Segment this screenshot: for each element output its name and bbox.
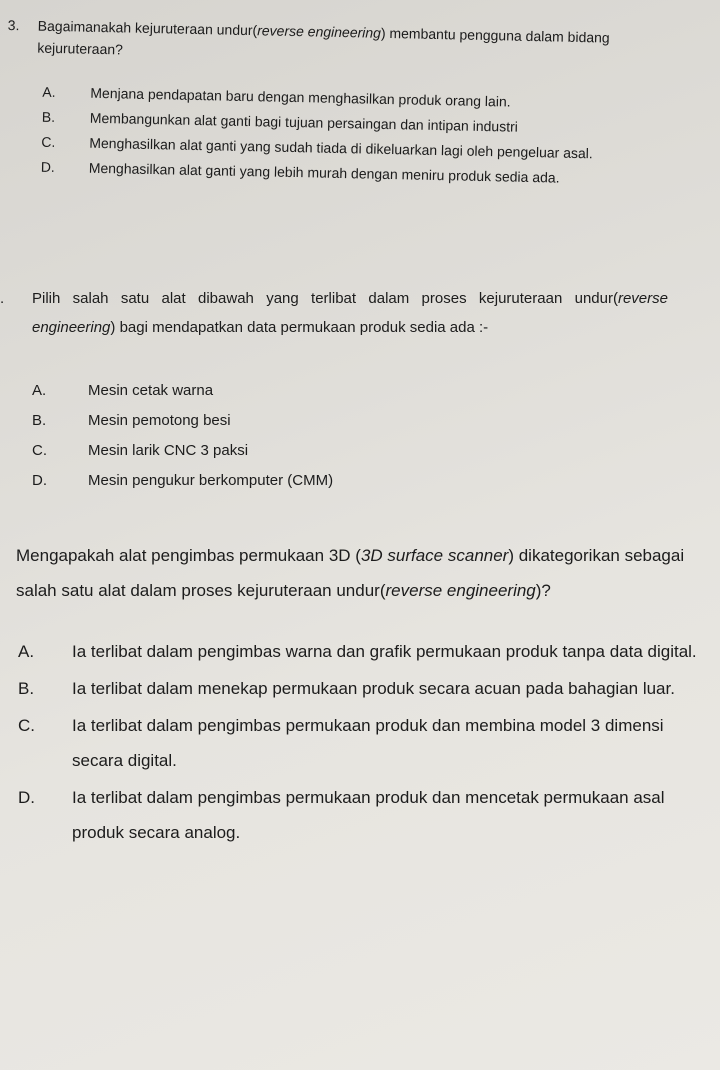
option-text: Ia terlibat dalam pengimbas permukaan produk dan mencetak permukaan asal produk secara analog.: [72, 788, 665, 842]
option-letter: C.: [32, 442, 47, 459]
question-stem: [0, 284, 668, 342]
question-stem: [0, 538, 706, 608]
question-text: Pilih salah satu alat dibawah yang terlibat dalam proses kejuruteraan undur(reverse engineering) bagi mendapatkan data permukaan produk sedia ada :-: [32, 290, 668, 336]
option-text: Menghasilkan alat ganti yang lebih murah dengan meniru produk sedia ada.: [88, 159, 560, 186]
option-text: Ia terlibat dalam pengimbas warna dan grafik permukaan produk tanpa data digital.: [72, 642, 697, 661]
option-letter: D.: [32, 472, 47, 489]
option-letter: D.: [40, 158, 55, 176]
option-letter: C.: [18, 716, 35, 735]
question-number: .: [0, 290, 5, 307]
option-text: Menghasilkan alat ganti yang sudah tiada di dikeluarkan lagi oleh pengeluar asal.: [89, 134, 593, 162]
option-text: Mesin pemotong besi: [88, 412, 231, 429]
option-list: [5, 80, 707, 192]
question-stem: [7, 14, 678, 72]
question-number: 3.: [7, 16, 20, 34]
option-letter: B.: [41, 108, 56, 126]
option-letter: B.: [18, 679, 35, 698]
option-c[interactable]: [32, 436, 700, 465]
option-c[interactable]: [16, 708, 712, 778]
option-letter: A.: [42, 83, 56, 101]
option-text: Mesin pengukur berkomputer (CMM): [88, 472, 334, 489]
question-text: Bagaimanakah kejuruteraan undur(reverse engineering) membantu pengguna dalam bidang kejuruteraan?: [37, 17, 610, 58]
option-text: Ia terlibat dalam pengimbas permukaan produk dan membina model 3 dimensi secara digital.: [72, 716, 664, 770]
option-letter: D.: [18, 788, 35, 807]
option-text: Ia terlibat dalam menekap permukaan produk secara acuan pada bahagian luar.: [72, 679, 675, 698]
question-4: [0, 284, 700, 496]
option-b[interactable]: [32, 406, 700, 435]
option-letter: C.: [41, 133, 56, 151]
option-text: Mesin larik CNC 3 paksi: [88, 442, 249, 459]
option-letter: B.: [32, 412, 47, 429]
option-letter: A.: [32, 382, 47, 399]
option-d[interactable]: [32, 466, 700, 495]
option-d[interactable]: [16, 780, 712, 850]
question-text: Mengapakah alat pengimbas permukaan 3D (3D surface scanner) dikategorikan sebagai salah satu alat dalam proses kejuruteraan undur(reverse engineering)?: [16, 546, 685, 600]
option-a[interactable]: [32, 376, 700, 405]
option-a[interactable]: [16, 634, 712, 669]
option-text: Menjana pendapatan baru dengan menghasilkan produk orang lain.: [90, 84, 511, 110]
option-text: Membangunkan alat ganti bagi tujuan persaingan dan intipan industri: [89, 109, 519, 135]
option-list: [0, 634, 712, 850]
option-list: [0, 376, 700, 495]
option-b[interactable]: [16, 671, 712, 706]
option-text: Mesin cetak warna: [88, 382, 214, 399]
option-letter: A.: [18, 642, 35, 661]
question-3: [5, 14, 708, 195]
question-5: [0, 538, 712, 852]
